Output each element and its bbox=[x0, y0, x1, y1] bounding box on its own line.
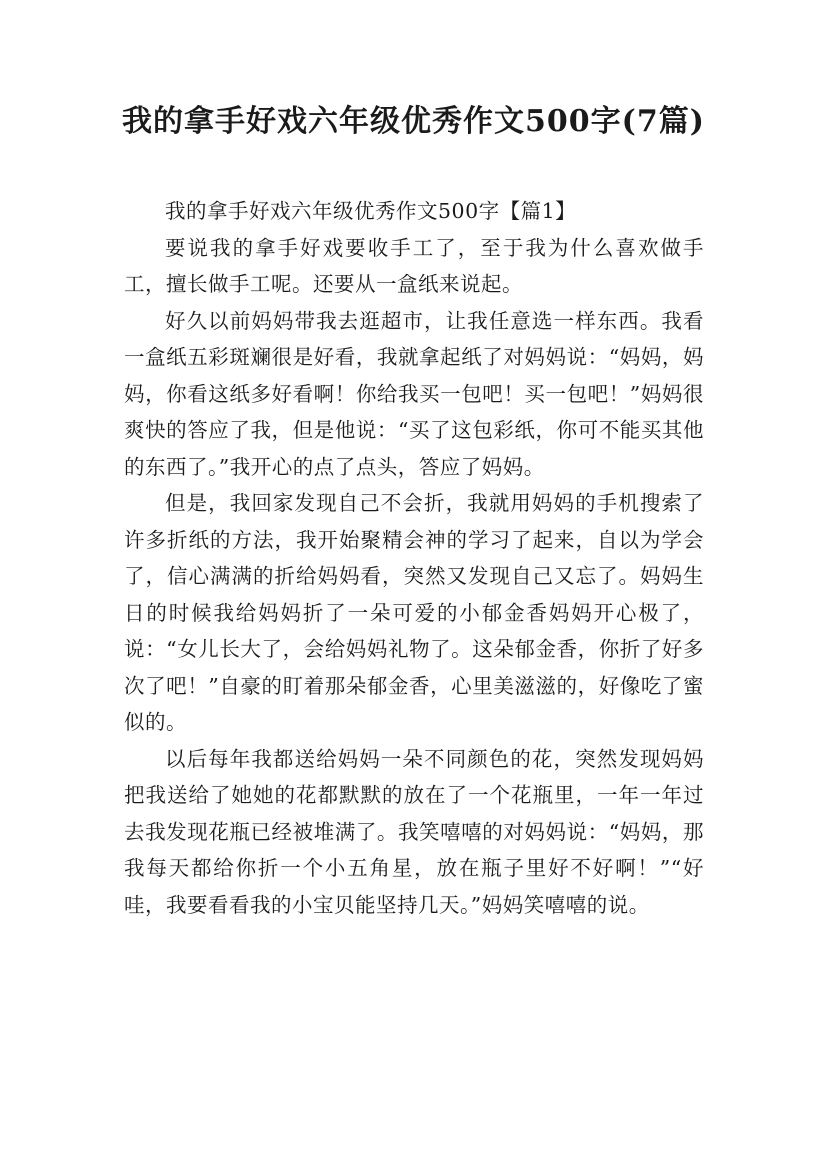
document-title: 我的拿手好戏六年级优秀作文500字(7篇) bbox=[122, 104, 705, 139]
section-heading: 我的拿手好戏六年级优秀作文500字【篇1】 bbox=[165, 199, 577, 223]
paragraph: 但是，我回家发现自己不会折，我就用妈妈的手机搜索了许多折纸的方法，我开始聚精会神的学习了起来，自以为学会了，信心满满的折给妈妈看，突然又发现自己又忘了。妈妈生日的时候我给妈妈折了一朵可爱的小郁金香妈妈开心极了，说：“女儿长大了，会给妈妈礼物了。这朵郁金香，你折了好多次了吧！”自豪的盯着那朵郁金香，心里美滋滋的，好像吃了蜜似的。 bbox=[124, 491, 704, 734]
document-body bbox=[124, 193, 704, 923]
paragraph: 要说我的拿手好戏要收手工了，至于我为什么喜欢做手工，擅长做手工呢。还要从一盒纸来说起。 bbox=[124, 235, 704, 296]
paragraph: 以后每年我都送给妈妈一朵不同颜色的花，突然发现妈妈把我送给了她她的花都默默的放在了一个花瓶里，一年一年过去我发现花瓶已经被堆满了。我笑嘻嘻的对妈妈说：“妈妈，那我每天都给你折一个小五角星，放在瓶子里好不好啊！”“好哇，我要看看我的小宝贝能坚持几天。”妈妈笑嘻嘻的说。 bbox=[124, 746, 704, 917]
paragraph: 好久以前妈妈带我去逛超市，让我任意选一样东西。我看一盒纸五彩斑斓很是好看，我就拿起纸了对妈妈说：“妈妈，妈妈，你看这纸多好看啊！你给我买一包吧！买一包吧！”妈妈很爽快的答应了我，但是他说：“买了这包彩纸，你可不能买其他的东西了。”我开心的点了点头，答应了妈妈。 bbox=[124, 308, 704, 479]
